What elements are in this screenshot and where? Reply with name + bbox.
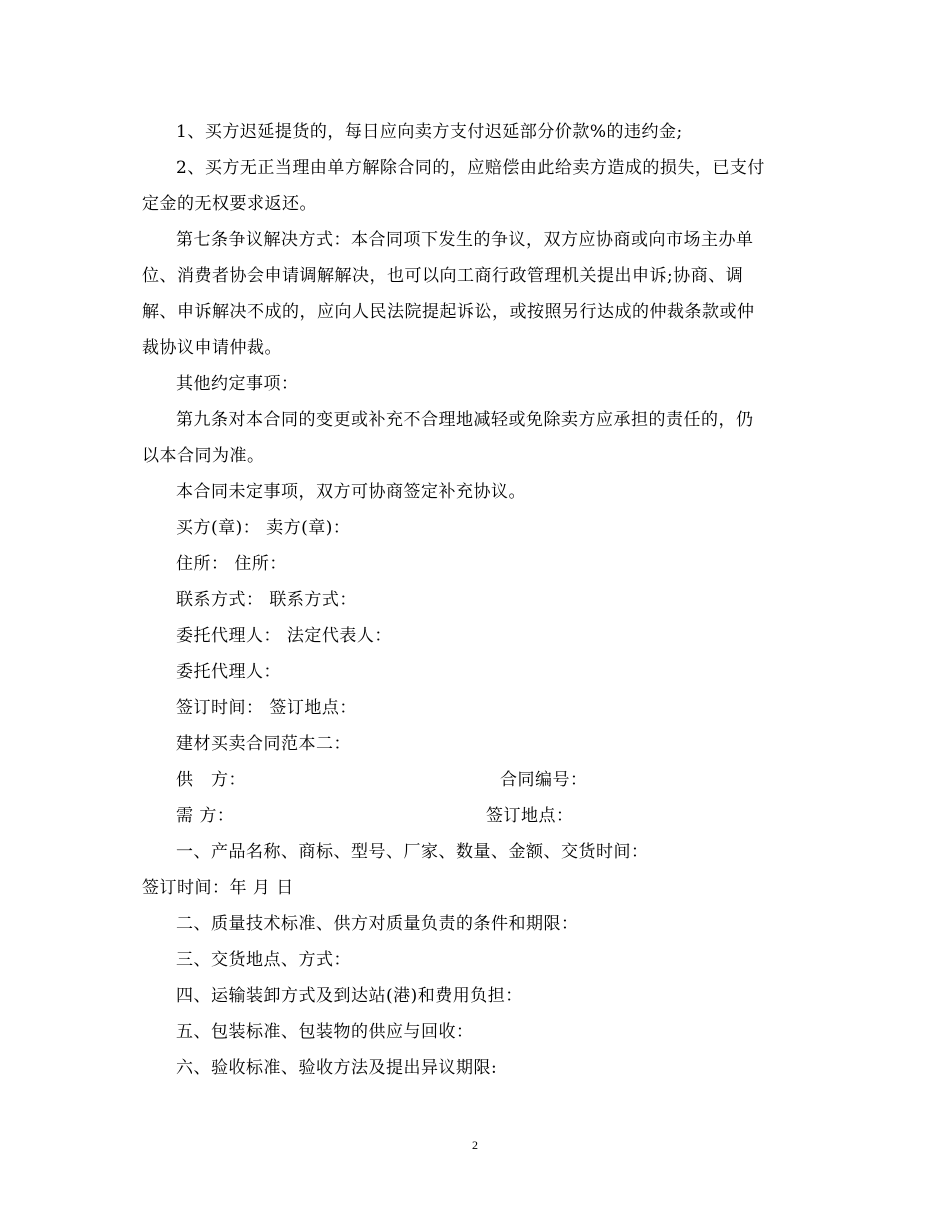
paragraph-line: 第九条对本合同的变更或补充不合理地减轻或免除卖方应承担的责任的，仍 [176,410,754,430]
supplier-label: 供 方： [176,770,246,790]
paragraph-line: 解、申诉解决不成的，应向人民法院提起诉讼，或按照另行达成的仲裁条款或仲 [142,302,755,322]
sign-place-label: 签订地点： [486,806,574,826]
signature-line: 联系方式： 联系方式： [176,590,357,610]
clause-line: 四、运输装卸方式及到达站(港)和费用负担： [176,986,523,1006]
signature-line: 签订时间： 签订地点： [176,698,357,718]
signature-line: 委托代理人： 法定代表人： [176,626,392,646]
clause-line: 二、质量技术标准、供方对质量负责的条件和期限： [176,914,579,934]
signature-line: 住所： 住所： [176,554,287,574]
clause-line: 一、产品名称、商标、型号、厂家、数量、金额、交货时间： [176,842,649,862]
clause-line: 三、交货地点、方式： [176,950,351,970]
signature-line: 委托代理人： [176,662,281,682]
paragraph-line: 第七条争议解决方式：本合同项下发生的争议，双方应协商或向市场主办单 [176,230,754,250]
clause-line: 签订时间：年 月 日 [142,878,294,898]
clause-line: 六、验收标准、验收方法及提出异议期限: [176,1058,498,1078]
demander-label: 需 方： [176,806,235,826]
contract-number-label: 合同编号： [500,770,588,790]
clause-line: 五、包装标准、包装物的供应与回收： [176,1022,474,1042]
paragraph-line: 裁协议申请仲裁。 [142,338,282,358]
page-number: 2 [472,1138,478,1152]
paragraph-line: 定金的无权要求返还。 [142,194,317,214]
paragraph-line: 其他约定事项： [176,374,299,394]
paragraph-line: 以本合同为准。 [142,446,265,466]
signature-line: 买方(章)： 卖方(章)： [176,518,351,538]
section-heading: 建材买卖合同范本二： [176,734,351,754]
paragraph-line: 2、买方无正当理由单方解除合同的，应赔偿由此给卖方造成的损失，已支付 [176,158,765,178]
paragraph-line: 本合同未定事项，双方可协商签定补充协议。 [176,482,526,502]
paragraph-line: 1、买方迟延提货的，每日应向卖方支付迟延部分价款%的违约金; [176,122,683,142]
paragraph-line: 位、消费者协会申请调解解决，也可以向工商行政管理机关提出申诉;协商、调 [142,266,744,286]
